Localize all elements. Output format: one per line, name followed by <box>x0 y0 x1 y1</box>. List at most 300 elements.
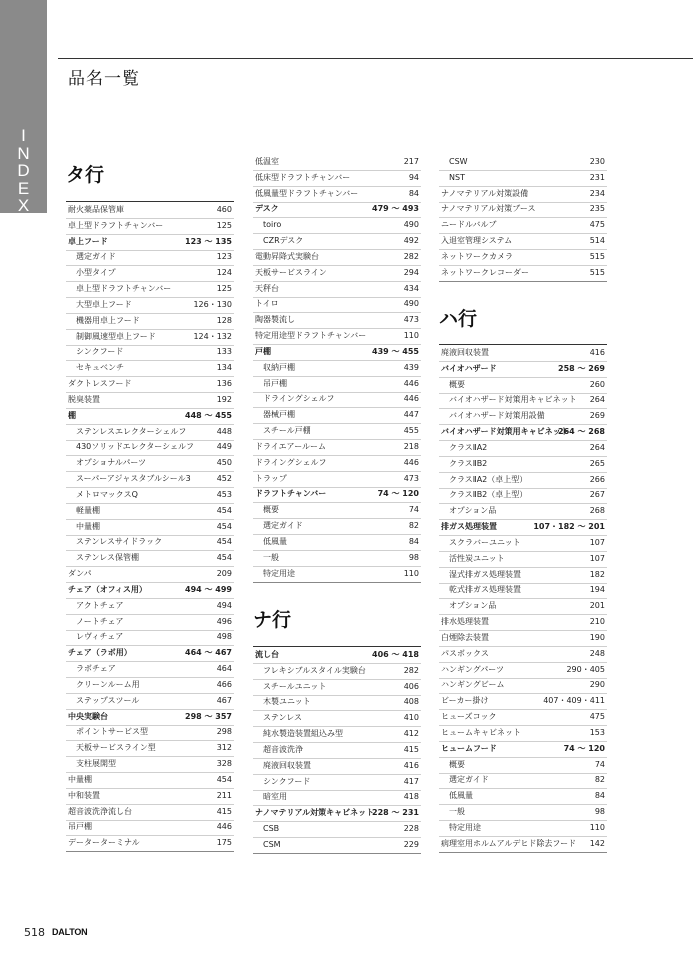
index-entry-label: スチール戸棚 <box>263 426 311 436</box>
index-entry-label: 小型タイプ <box>76 268 116 278</box>
index-entry-label: フレキシブルスタイル実験台 <box>263 665 366 675</box>
index-entry-label: レヴィチェア <box>76 632 124 642</box>
index-entry-page: 84 <box>594 791 605 801</box>
index-row <box>66 772 234 789</box>
index-entry-page: 282 <box>403 251 419 261</box>
index-entry-page: 439 ～ 455 <box>372 346 419 356</box>
index-entry-page: 201 <box>589 601 605 611</box>
index-entry-page: 479 ～ 493 <box>372 204 419 214</box>
index-row <box>439 693 607 710</box>
index-row <box>439 408 607 425</box>
index-letter: I <box>21 126 26 145</box>
index-row <box>66 249 234 266</box>
index-entry-page: 417 <box>403 776 419 786</box>
index-entry-page: 125 <box>216 220 232 230</box>
index-entry-label: NST <box>449 172 465 182</box>
index-entry-label: 器械戸棚 <box>263 410 295 420</box>
index-entry-page: 473 <box>403 315 419 325</box>
index-row <box>253 647 421 664</box>
index-row <box>439 265 607 282</box>
index-entry-page: 492 <box>403 236 419 246</box>
index-entry-label: 特定用途 <box>449 822 481 832</box>
index-entry-page: 446 <box>216 822 232 832</box>
index-row <box>66 519 234 536</box>
index-entry-page: 416 <box>403 760 419 770</box>
index-row <box>66 218 234 235</box>
index-entry-page: 74 ～ 120 <box>377 489 419 499</box>
index-entry-page: 110 <box>589 822 605 832</box>
section-heading: ナ行 <box>253 609 292 631</box>
index-row <box>253 694 421 711</box>
index-row <box>439 788 607 805</box>
index-row <box>253 423 421 440</box>
index-entry-page: 282 <box>403 665 419 675</box>
index-entry-label: ダクトレスフード <box>68 379 132 389</box>
index-entry-page: 448 <box>216 426 232 436</box>
index-entry-page: 192 <box>216 394 232 404</box>
index-row <box>439 630 607 647</box>
index-row <box>253 312 421 329</box>
index-entry-page: 229 <box>403 839 419 849</box>
index-row <box>439 614 607 631</box>
index-entry-label: CSW <box>449 157 468 166</box>
index-entry-label: 一般 <box>449 807 465 817</box>
index-entry-label: クラスⅡB2（卓上型） <box>449 490 528 500</box>
index-row <box>439 487 607 504</box>
index-entry-label: ナノマテリアル対策ブース <box>441 204 536 214</box>
index-row <box>253 376 421 393</box>
index-entry-page: 434 <box>403 283 419 293</box>
index-entry-label: 卓上フード <box>68 236 108 246</box>
index-entry-page: 454 <box>216 553 232 563</box>
index-row <box>439 709 607 726</box>
index-row <box>66 740 234 757</box>
index-row <box>253 774 421 791</box>
index-row <box>253 296 421 313</box>
index-row <box>66 329 234 346</box>
index-entry-page: 74 ～ 120 <box>563 743 605 753</box>
top-rule <box>58 58 693 59</box>
index-entry-label: toiro <box>263 220 282 230</box>
index-row <box>66 835 234 852</box>
index-entry-label: クラスⅡB2 <box>449 458 488 468</box>
index-entry-page: 448 ～ 455 <box>185 410 232 420</box>
index-row <box>66 677 234 694</box>
index-entry-label: 超音波洗浄流し台 <box>68 806 132 816</box>
index-entry-page: 460 <box>216 205 232 214</box>
index-entry-page: 412 <box>403 729 419 739</box>
index-row <box>439 472 607 489</box>
index-row <box>66 424 234 441</box>
index-entry-page: 153 <box>589 727 605 737</box>
index-entry-label: バイオハザード対策用キャビネット <box>449 395 577 405</box>
index-entry-page: 446 <box>403 457 419 467</box>
index-row <box>439 741 607 758</box>
index-row <box>439 392 607 409</box>
index-row <box>66 756 234 773</box>
index-entry-label: 陶器製流し <box>255 315 295 325</box>
section-heading: ハ行 <box>439 308 478 330</box>
index-row <box>66 392 234 409</box>
index-entry-page: 446 <box>403 394 419 404</box>
index-entry-page: 449 <box>216 442 232 452</box>
index-entry-page: 268 <box>589 506 605 516</box>
index-row <box>439 186 607 203</box>
index-entry-label: メトロマックスQ <box>76 489 138 499</box>
index-entry-page: 210 <box>589 617 605 627</box>
index-entry-page: 260 <box>589 379 605 389</box>
index-row <box>253 471 421 488</box>
index-row <box>253 360 421 377</box>
index-row <box>66 804 234 821</box>
index-side-label <box>0 127 47 215</box>
index-row <box>253 328 421 345</box>
index-entry-page: 290 <box>589 680 605 690</box>
index-entry-page: 110 <box>403 568 419 578</box>
index-entry-label: ノートチェア <box>76 616 124 626</box>
index-entry-page: 455 <box>403 426 419 436</box>
index-row <box>66 788 234 805</box>
brand-logo: DALTON <box>52 927 88 937</box>
index-entry-label: 乾式排ガス処理装置 <box>449 585 521 595</box>
index-entry-label: 吊戸棚 <box>263 378 287 388</box>
index-entry-page: 217 <box>403 157 419 166</box>
index-entry-label: トラップ <box>255 473 287 483</box>
index-entry-label: 軽量棚 <box>76 505 100 515</box>
index-entry-page: 209 <box>216 569 232 579</box>
index-entry-label: データーターミナル <box>68 838 140 848</box>
index-row <box>439 836 607 853</box>
index-entry-page: 446 <box>403 378 419 388</box>
index-entry-page: 84 <box>408 188 419 198</box>
index-entry-label: CSB <box>263 824 280 834</box>
index-entry-page: 264 <box>589 442 605 452</box>
index-entry-page: 514 <box>589 236 605 246</box>
index-row <box>253 821 421 838</box>
index-entry-page: 269 <box>589 411 605 421</box>
index-entry-page: 228 <box>403 824 419 834</box>
index-entry-page: 450 <box>216 458 232 468</box>
index-entry-label: 特定用途 <box>263 568 295 578</box>
index-entry-label: 卓上型ドラフトチャンバー <box>76 284 172 294</box>
index-entry-page: 466 <box>216 679 232 689</box>
index-entry-page: 496 <box>216 616 232 626</box>
index-row <box>253 566 421 583</box>
index-row <box>439 677 607 694</box>
index-entry-label: 430ソリッドエレクターシェルフ <box>76 442 194 452</box>
index-entry-page: 407・409・411 <box>543 696 605 706</box>
index-entry-label: ネットワークカメラ <box>441 251 513 261</box>
index-entry-page: 128 <box>216 315 232 325</box>
index-entry-label: 収納戸棚 <box>263 362 295 372</box>
index-entry-label: ビーカー掛け <box>441 696 489 706</box>
index-entry-page: 125 <box>216 284 232 294</box>
index-entry-label: クリーンルーム用 <box>76 679 140 689</box>
index-entry-label: ドライングシェルフ <box>263 394 335 404</box>
index-row <box>253 726 421 743</box>
index-entry-label: 排ガス処理装置 <box>441 522 497 532</box>
index-entry-label: デスク <box>255 204 279 214</box>
index-entry-page: 175 <box>216 838 232 848</box>
index-row <box>253 344 421 361</box>
index-row <box>439 567 607 584</box>
index-entry-page: 475 <box>589 220 605 230</box>
index-row <box>439 582 607 599</box>
index-entry-label: ドラフトチャンバー <box>255 489 327 499</box>
index-entry-label: 流し台 <box>255 650 279 659</box>
index-row <box>439 217 607 234</box>
index-entry-label: 中量棚 <box>68 774 92 784</box>
index-entry-label: 天板サービスライン <box>255 267 327 277</box>
index-row <box>66 693 234 710</box>
index-row <box>253 265 421 282</box>
index-entry-page: 415 <box>403 744 419 754</box>
index-row <box>66 313 234 330</box>
index-entry-label: 中央実験台 <box>68 711 108 721</box>
index-entry-page: 406 <box>403 681 419 691</box>
index-row <box>66 709 234 726</box>
index-entry-page: 454 <box>216 537 232 547</box>
index-row <box>66 819 234 836</box>
index-entry-page: 452 <box>216 474 232 484</box>
index-entry-label: 湿式排ガス処理装置 <box>449 569 521 579</box>
index-row <box>253 550 421 567</box>
index-entry-page: 107 <box>589 553 605 563</box>
index-entry-label: ハンギングビーム <box>441 680 505 690</box>
index-entry-page: 82 <box>594 775 605 785</box>
index-entry-page: 248 <box>589 648 605 658</box>
index-entry-page: 490 <box>403 299 419 309</box>
index-row <box>66 645 234 662</box>
index-row <box>439 519 607 536</box>
index-entry-page: 142 <box>589 838 605 848</box>
index-entry-page: 416 <box>589 348 605 357</box>
index-entry-page: 134 <box>216 363 232 373</box>
index-row <box>253 758 421 775</box>
index-row <box>439 598 607 615</box>
index-entry-label: チェア（オフィス用） <box>68 584 147 594</box>
index-row <box>253 502 421 519</box>
index-row <box>439 646 607 663</box>
index-entry-page: 267 <box>589 490 605 500</box>
index-row <box>439 503 607 520</box>
index-entry-label: ナノマテリアル対策キャビネット <box>255 808 375 818</box>
index-entry-label: 純水製造装置組込み型 <box>263 729 343 739</box>
index-entry-label: 低風量 <box>263 536 287 546</box>
index-entry-page: 98 <box>408 552 419 562</box>
index-entry-page: 235 <box>589 204 605 214</box>
index-entry-page: 294 <box>403 267 419 277</box>
index-entry-page: 410 <box>403 713 419 723</box>
index-letter: N <box>17 143 30 163</box>
index-row <box>66 598 234 615</box>
index-entry-page: 133 <box>216 347 232 357</box>
index-entry-label: ステンレスエレクターシェルフ <box>76 426 187 436</box>
section-heading: タ行 <box>66 164 105 186</box>
index-entry-label: ハンギングパーツ <box>441 664 504 674</box>
index-entry-page: 84 <box>408 536 419 546</box>
index-entry-label: クラスⅡA2（卓上型） <box>449 474 528 484</box>
index-row <box>253 679 421 696</box>
index-row <box>253 170 421 187</box>
index-entry-page: 94 <box>408 172 419 182</box>
index-entry-label: 特定用途型ドラフトチャンバー <box>255 331 367 341</box>
index-row <box>253 663 421 680</box>
index-row <box>439 440 607 457</box>
index-row <box>253 201 421 218</box>
index-row <box>66 566 234 583</box>
index-entry-label: チェア（ラボ用） <box>68 648 132 658</box>
index-row <box>253 233 421 250</box>
index-entry-page: 124・132 <box>193 331 232 341</box>
index-entry-page: 234 <box>589 188 605 198</box>
index-entry-page: 418 <box>403 792 419 802</box>
index-entry-label: 耐火薬品保管庫 <box>68 205 124 214</box>
index-entry-label: 大型卓上フード <box>76 299 132 309</box>
index-entry-label: 中和装置 <box>68 790 100 800</box>
index-entry-label: ヒュームキャビネット <box>441 727 521 737</box>
index-entry-label: 吊戸棚 <box>68 822 92 832</box>
index-entry-page: 464 ～ 467 <box>185 648 232 658</box>
index-entry-page: 454 <box>216 505 232 515</box>
index-entry-page: 107・182 ～ 201 <box>533 522 605 532</box>
index-row <box>439 456 607 473</box>
index-entry-page: 290・405 <box>566 664 605 674</box>
index-row <box>253 742 421 759</box>
index-row <box>439 757 607 774</box>
index-entry-label: ナノマテリアル対策設備 <box>441 188 529 198</box>
index-entry-page: 298 <box>216 727 232 737</box>
index-row <box>439 662 607 679</box>
index-entry-label: スチールユニット <box>263 681 327 691</box>
index-entry-page: 82 <box>408 521 419 531</box>
index-entry-label: 天板サービスライン型 <box>76 743 156 753</box>
index-entry-page: 136 <box>216 379 232 389</box>
index-row <box>439 170 607 187</box>
index-entry-label: アクトチェア <box>76 600 124 610</box>
index-entry-label: 概要 <box>449 759 465 769</box>
index-row <box>253 439 421 456</box>
index-row <box>253 518 421 535</box>
index-entry-label: 選定ガイド <box>76 252 116 262</box>
index-entry-label: ドライエアールーム <box>255 441 327 451</box>
index-entry-label: ステンレスサイドラック <box>76 537 163 547</box>
index-entry-page: 126・130 <box>193 299 232 309</box>
index-row <box>439 424 607 441</box>
index-entry-page: 408 <box>403 697 419 707</box>
index-row <box>66 503 234 520</box>
index-entry-label: 木製ユニット <box>263 697 311 707</box>
index-row <box>66 534 234 551</box>
index-entry-page: 98 <box>594 807 605 817</box>
index-row <box>66 281 234 298</box>
index-entry-page: 218 <box>403 441 419 451</box>
index-entry-label: 低床型ドラフトチャンバー <box>255 172 351 182</box>
index-row <box>66 439 234 456</box>
index-entry-page: 298 ～ 357 <box>185 711 232 721</box>
index-entry-label: 病理室用ホルムアルデヒド除去フード <box>441 838 577 848</box>
index-row <box>439 233 607 250</box>
index-entry-label: 棚 <box>68 410 76 420</box>
index-row <box>66 629 234 646</box>
index-entry-label: 戸棚 <box>255 346 271 356</box>
index-entry-page: 454 <box>216 774 232 784</box>
index-entry-label: セキュベンチ <box>76 363 124 373</box>
index-row <box>253 281 421 298</box>
index-entry-page: 475 <box>589 712 605 722</box>
index-entry-label: ドライングシェルフ <box>255 457 327 467</box>
index-row <box>253 249 421 266</box>
index-entry-page: 464 <box>216 664 232 674</box>
index-entry-label: 制御風速型卓上フード <box>76 331 156 341</box>
index-entry-page: 515 <box>589 267 605 277</box>
index-entry-label: 卓上型ドラフトチャンバー <box>68 220 164 230</box>
index-entry-label: ステンレス保管棚 <box>76 553 139 563</box>
index-entry-label: 入退室管理システム <box>441 236 513 246</box>
index-entry-label: ネットワークレコーダー <box>441 267 529 277</box>
index-entry-label: シンクフード <box>76 347 124 357</box>
index-entry-page: 74 <box>408 505 419 515</box>
index-entry-label: 廃液回収装置 <box>441 348 489 357</box>
index-letter: E <box>17 178 30 198</box>
index-row <box>253 837 421 854</box>
index-entry-label: ヒューズコック <box>441 712 497 722</box>
index-entry-label: 天秤台 <box>255 283 279 293</box>
index-entry-page: 258 ～ 269 <box>558 363 605 373</box>
index-row <box>439 377 607 394</box>
index-entry-label: スクラバーユニット <box>449 537 521 547</box>
index-entry-label: 排水処理装置 <box>441 617 489 627</box>
index-entry-page: 453 <box>216 489 232 499</box>
index-entry-label: シンクフード <box>263 776 311 786</box>
index-row <box>66 455 234 472</box>
index-row <box>253 217 421 234</box>
index-row <box>253 391 421 408</box>
index-entry-page: 515 <box>589 251 605 261</box>
index-entry-page: 182 <box>589 569 605 579</box>
index-entry-label: バイオハザード対策用キャビネット <box>441 427 569 437</box>
index-entry-label: 一般 <box>263 552 279 562</box>
index-entry-label: 廃液回収装置 <box>263 760 311 770</box>
index-entry-label: 電動昇降式実験台 <box>255 251 319 261</box>
index-row <box>439 249 607 266</box>
index-entry-label: 活性炭ユニット <box>449 553 505 563</box>
index-entry-label: オプショナルパーツ <box>76 458 146 468</box>
index-row <box>66 234 234 251</box>
index-entry-label: オプション品 <box>449 601 497 611</box>
index-entry-label: 機器用卓上フード <box>76 315 140 325</box>
index-entry-page: 190 <box>589 632 605 642</box>
index-row <box>66 376 234 393</box>
page-title: 品名一覧 <box>68 69 140 89</box>
index-row <box>253 186 421 203</box>
index-entry-label: ニードルバルブ <box>441 220 497 230</box>
index-entry-label: スーパーアジャスタブルシール3 <box>76 474 191 484</box>
index-entry-page: 473 <box>403 473 419 483</box>
index-row <box>253 407 421 424</box>
index-entry-label: ステップスツール <box>76 695 140 705</box>
index-entry-page: 107 <box>589 537 605 547</box>
index-row <box>253 710 421 727</box>
index-entry-page: 454 <box>216 521 232 531</box>
index-row <box>66 344 234 361</box>
index-row <box>66 614 234 631</box>
index-entry-page: 415 <box>216 806 232 816</box>
index-row <box>253 455 421 472</box>
index-entry-page: 123 <box>216 252 232 262</box>
index-entry-label: 暗室用 <box>263 792 287 802</box>
index-entry-page: 406 ～ 418 <box>372 650 419 659</box>
